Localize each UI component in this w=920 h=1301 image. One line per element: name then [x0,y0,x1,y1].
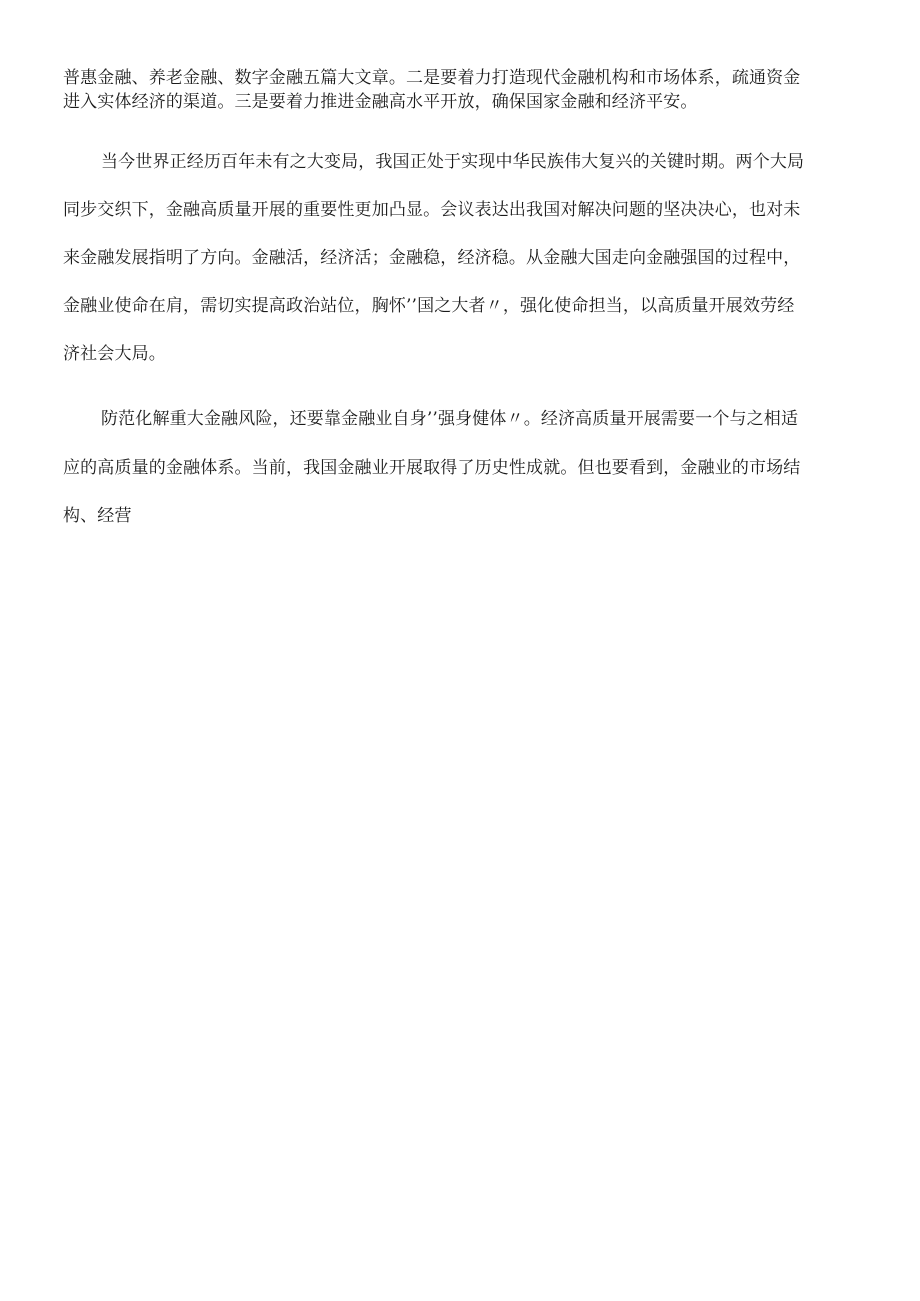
paragraph-line: 济社会大局。 [63,344,166,364]
paragraph-line: 防范化解重大金融风险，还要靠金融业自身’’强身健体〃。经济高质量开展需要一个与之相适 [101,409,799,429]
paragraph-line: 构、经营 [63,506,132,526]
paragraph-line: 进入实体经济的渠道。三是要着力推进金融高水平开放，确保国家金融和经济平安。 [63,92,698,112]
paragraph-line: 同步交织下，金融高质量开展的重要性更加凸显。会议表达出我国对解决问题的坚决决心，也对未 [63,200,801,220]
paragraph-line: 普惠金融、养老金融、数字金融五篇大文章。二是要着力打造现代金融机构和市场体系，疏通资金 [63,68,801,88]
paragraph-line: 金融业使命在肩，需切实提高政治站位，胸怀’’国之大者〃，强化使命担当，以高质量开展效劳经 [63,296,795,316]
paragraph-line: 来金融发展指明了方向。金融活，经济活；金融稳，经济稳。从金融大国走向金融强国的过程中， [63,248,801,268]
paragraph-line: 当今世界正经历百年未有之大变局，我国正处于实现中华民族伟大复兴的关键时期。两个大局 [101,152,805,172]
paragraph-line: 应的高质量的金融体系。当前，我国金融业开展取得了历史性成就。但也要看到，金融业的市场结 [63,458,801,478]
